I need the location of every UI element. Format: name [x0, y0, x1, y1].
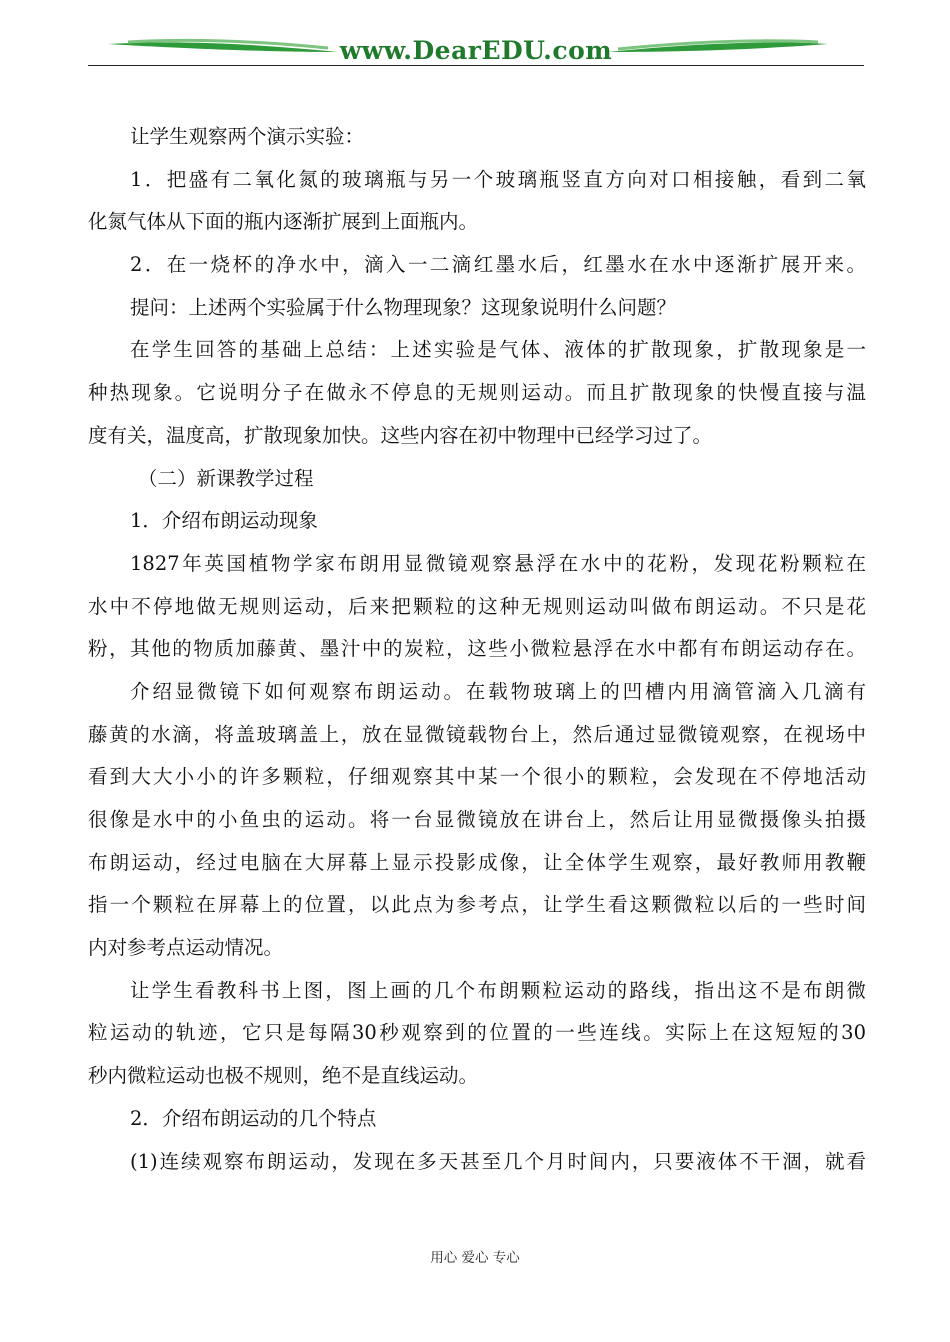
- text-line: 很像是水中的小鱼虫的运动。将一台显微镜放在讲台上，然后让用显微摄像头拍摄: [88, 808, 866, 831]
- text-line: 让学生看教科书上图，图上画的几个布朗颗粒运动的路线，指出这不是布朗微: [130, 978, 866, 1002]
- subsection-heading: 2．介绍布朗运动的几个特点: [130, 1106, 377, 1130]
- text-line: (1)连续观察布朗运动，发现在多天甚至几个月时间内，只要液体不干涸，就看: [130, 1149, 866, 1173]
- document-body: [88, 116, 866, 1183]
- page-footer: 用心 爱心 专心: [430, 1250, 520, 1266]
- text-line: 在学生回答的基础上总结：上述实验是气体、液体的扩散现象，扩散现象是一: [130, 338, 866, 362]
- text-line: 粒运动的轨迹，它只是每隔30秒观察到的位置的一些连线。实际上在这短短的30: [88, 1021, 866, 1045]
- text-line: 粉，其他的物质加藤黄、墨汁中的炭粒，这些小微粒悬浮在水中都有布朗运动存在。: [88, 637, 866, 661]
- site-title[interactable]: www.DearEDU.com: [339, 36, 613, 65]
- section-heading: （二）新课教学过程: [138, 466, 314, 490]
- header-divider: [88, 65, 864, 66]
- text-line: 水中不停地做无规则运动，后来把颗粒的这种无规则运动叫做布朗运动。不只是花: [88, 594, 866, 618]
- text-line: 度有关，温度高，扩散现象加快。这些内容在初中物理中已经学习过了。: [88, 423, 713, 447]
- text-line: 布朗运动，经过电脑在大屏幕上显示投影成像，让全体学生观察，最好教师用教鞭: [88, 850, 866, 874]
- text-line: 秒内微粒运动也极不规则，绝不是直线运动。: [88, 1064, 479, 1088]
- subsection-heading: 1．介绍布朗运动现象: [130, 509, 318, 533]
- text-line: 种热现象。它说明分子在做永不停息的无规则运动。而且扩散现象的快慢直接与温: [88, 381, 866, 405]
- text-line: 1827年英国植物学家布朗用显微镜观察悬浮在水中的花粉，发现花粉颗粒在: [130, 551, 866, 575]
- text-line: 指一个颗粒在屏幕上的位置，以此点为参考点，让学生看这颗微粒以后的一些时间: [88, 893, 866, 917]
- text-line: 2．在一烧杯的净水中，滴入一二滴红墨水后，红墨水在水中逐渐扩展开来。: [130, 253, 866, 277]
- text-line: 让学生观察两个演示实验：: [130, 125, 365, 148]
- text-line: 提问：上述两个实验属于什么物理现象？这现象说明什么问题？: [130, 295, 677, 319]
- text-line: 藤黄的水滴，将盖玻璃盖上，放在显微镜载物台上，然后通过显微镜观察，在视场中: [88, 722, 866, 746]
- text-line: 1．把盛有二氧化氮的玻璃瓶与另一个玻璃瓶竖直方向对口相接触，看到二氧: [130, 167, 866, 191]
- text-line: 化氮气体从下面的瓶内逐渐扩展到上面瓶内。: [88, 210, 479, 234]
- text-line: 介绍显微镜下如何观察布朗运动。在载物玻璃上的凹槽内用滴管滴入几滴有: [130, 679, 866, 703]
- page-header: [88, 30, 864, 70]
- text-line: 内对参考点运动情况。: [88, 936, 284, 960]
- text-line: 看到大大小小的许多颗粒，仔细观察其中某一个很小的颗粒，会发现在不停地活动: [88, 765, 866, 789]
